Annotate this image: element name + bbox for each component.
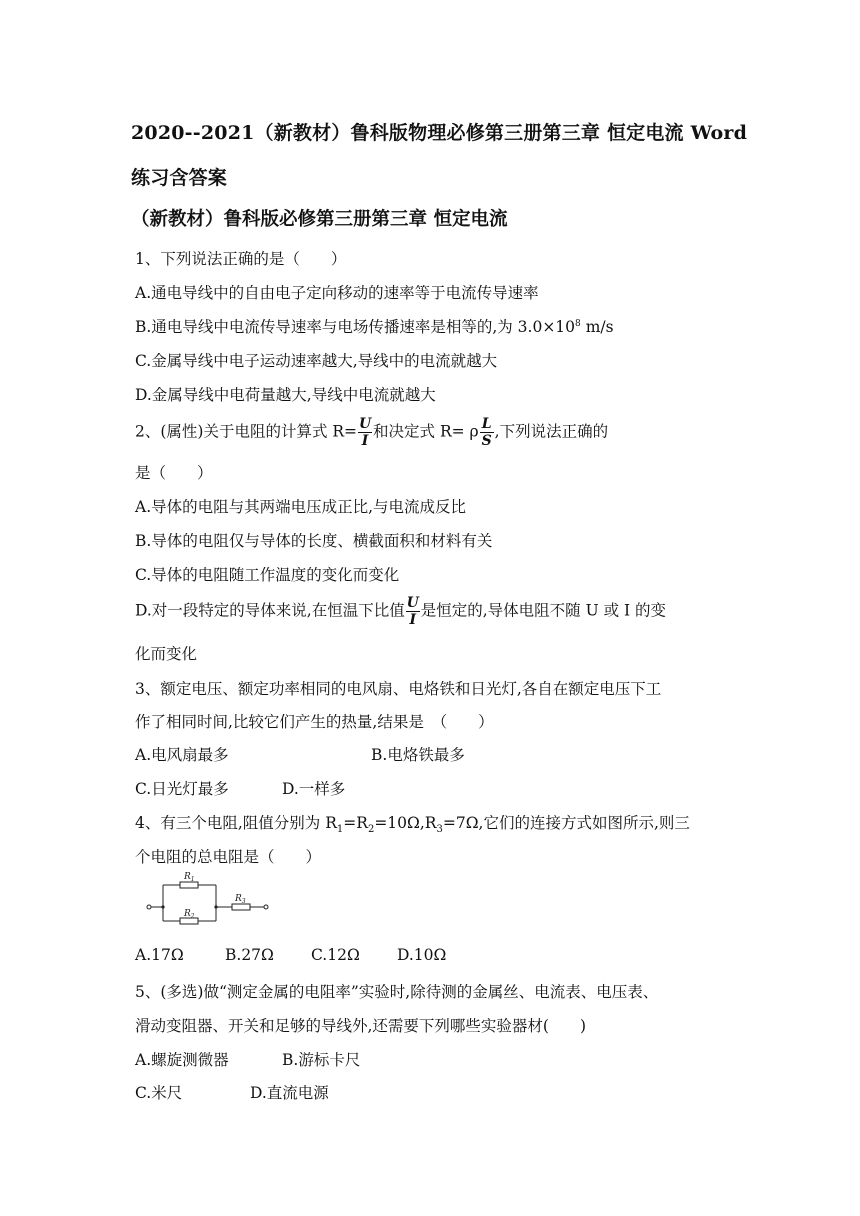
q2-fraction-u-over-i — [358, 417, 372, 448]
q2-option-b: B.导体的电阻仅与导体的长度、横截面积和材料有关 — [135, 532, 493, 550]
q1-option-b-exponent: 8 — [575, 318, 581, 329]
document-title-line2: 练习含答案 — [131, 167, 228, 189]
q1-option-b — [135, 315, 614, 337]
q4-stem — [135, 811, 690, 835]
q1-option-d: D.金属导线中电荷量越大,导线中电流就越大 — [135, 386, 436, 404]
q1-option-a: A.通电导线中的自由电子定向移动的速率等于电流传导速率 — [135, 284, 539, 302]
fraction-denominator: I — [361, 433, 369, 449]
q1-stem: 1、下列说法正确的是（ ） — [135, 250, 347, 268]
q1-option-b-text: B.通电导线中电流传导速率与电场传播速率是相等的,为 3.0×10 — [135, 318, 576, 336]
q4-stem-post: =7Ω,它们的连接方式如图所示,则三 — [442, 814, 690, 832]
junction-dot-left — [161, 905, 164, 908]
document-subtitle: （新教材）鲁科版必修第三册第三章 恒定电流 — [131, 209, 508, 230]
q4-option-d: D.10Ω — [397, 946, 447, 964]
fraction-numerator: U — [358, 416, 372, 432]
q2-stem-mid: 和决定式 R= ρ — [373, 422, 479, 441]
q4-option-b: B.27Ω — [225, 946, 274, 964]
q3-option-b: B.电烙铁最多 — [371, 746, 465, 764]
q5-option-a: A.螺旋测微器 — [135, 1051, 229, 1069]
q4-option-a: A.17Ω — [135, 946, 184, 964]
q2-option-d — [135, 596, 666, 627]
q2-fraction-l-over-s — [480, 417, 494, 448]
q4-stem-line2: 个电阻的总电阻是（ ） — [135, 848, 322, 866]
fraction-numerator: U — [406, 595, 419, 611]
q4-sub-2: 2 — [367, 824, 375, 836]
q4-sub-3: 3 — [436, 824, 443, 836]
label-r1: $R_1$ — [184, 872, 195, 883]
junction-dot-right — [214, 905, 217, 908]
q2-stem-pre: 2、(属性)关于电阻的计算式 R= — [135, 422, 358, 441]
fraction-numerator: L — [481, 416, 492, 432]
q2-option-d-fraction — [406, 596, 420, 627]
right-terminal — [264, 905, 268, 909]
q2-stem — [135, 417, 608, 448]
document-title-line1: 2020--2021（新教材）鲁科版物理必修第三册第三章 恒定电流 Word — [131, 122, 748, 144]
q2-option-d-line2: 化而变化 — [135, 645, 198, 663]
q5-stem-line1: 5、(多选)做“测定金属的电阻率”实验时,除待测的金属丝、电流表、电压表、 — [135, 983, 659, 1001]
q1-option-c: C.金属导线中电子运动速率越大,导线中的电流就越大 — [135, 352, 498, 370]
q4-stem-mid1: =R — [343, 814, 368, 832]
q4-sub-1: 1 — [336, 824, 344, 836]
q2-option-c: C.导体的电阻随工作温度的变化而变化 — [135, 566, 400, 584]
q2-option-d-pre: D.对一段特定的导体来说,在恒温下比值 — [135, 601, 405, 620]
q3-stem-line1: 3、额定电压、额定功率相同的电风扇、电烙铁和日光灯,各自在额定电压下工 — [135, 680, 662, 698]
q2-stem-line2: 是（ ） — [135, 464, 213, 482]
q2-option-a: A.导体的电阻与其两端电压成正比,与电流成反比 — [135, 498, 467, 516]
q3-option-c: C.日光灯最多 — [135, 780, 229, 798]
q5-option-d: D.直流电源 — [250, 1084, 329, 1102]
q4-stem-pre: 4、有三个电阻,阻值分别为 R — [135, 814, 337, 832]
q2-option-d-post: 是恒定的,导体电阻不随 U 或 I 的变 — [420, 601, 667, 620]
q3-option-d: D.一样多 — [282, 780, 346, 798]
fraction-denominator: S — [481, 433, 492, 449]
q4-stem-mid2: =10Ω,R — [374, 814, 437, 832]
resistor-r1 — [180, 882, 198, 888]
fraction-denominator: I — [409, 612, 417, 628]
label-r3: $R_3$ — [235, 894, 246, 905]
label-r2: $R_2$ — [184, 909, 195, 920]
q1-option-b-unit: m/s — [580, 318, 614, 336]
q3-stem-line2: 作了相同时间,比较它们产生的热量,结果是 （ ） — [135, 713, 494, 731]
q4-option-c: C.12Ω — [311, 946, 360, 964]
q2-stem-post: ,下列说法正确的 — [494, 422, 609, 441]
q3-option-a: A.电风扇最多 — [135, 746, 229, 764]
left-terminal — [147, 905, 151, 909]
q5-option-c: C.米尺 — [135, 1084, 183, 1102]
q5-option-b: B.游标卡尺 — [282, 1051, 361, 1069]
resistor-circuit-diagram — [140, 870, 280, 930]
q5-stem-line2: 滑动变阻器、开关和足够的导线外,还需要下列哪些实验器材( ) — [135, 1017, 587, 1035]
